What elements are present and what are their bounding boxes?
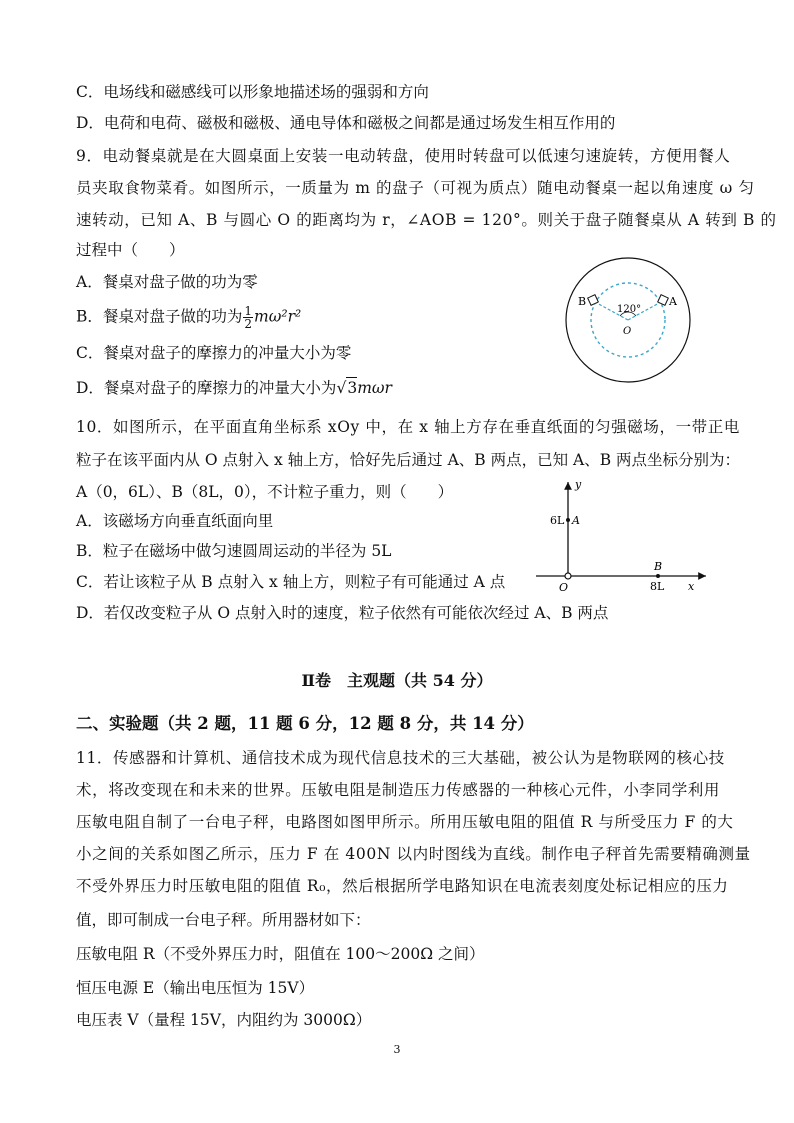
question-9-line3: 速转动，已知 A、B 与圆心 O 的距离均为 r，∠AOB = 120°。则关于盘子随餐桌从 A 转到 B 的	[76, 211, 777, 229]
question-10-option-d: D．若仅改变粒子从 O 点射入时的速度，粒子依然有可能依次经过 A、B 两点	[76, 604, 609, 622]
question-11-line7: 压敏电阻 R（不受外界压力时，阻值在 100～200Ω 之间）	[76, 945, 485, 963]
question-9-line2: 员夹取食物菜肴。如图所示，一质量为 m 的盘子（可视为质点）随电动餐桌一起以角速度 ω 匀	[76, 179, 755, 197]
part-2-title: Ⅱ卷 主观题（共 54 分）	[301, 671, 493, 690]
option-d-prev: D．电荷和电荷、磁极和磁极、通电导体和磁极之间都是通过场发生相互作用的	[76, 114, 616, 132]
option-b-text: B．餐桌对盘子做的功为	[76, 307, 243, 326]
point-a	[566, 518, 570, 522]
question-10-line2: 粒子在该平面内从 O 点射入 x 轴上方，恰好先后通过 A、B 两点，已知 A、B 两点坐标分别为：	[76, 451, 741, 469]
option-d-text: D．餐桌对盘子的摩擦力的冲量大小为	[76, 379, 337, 397]
label-y: y	[575, 478, 582, 491]
question-10-line1: 10．如图所示，在平面直角坐标系 xOy 中，在 x 轴上方存在垂直纸面的匀强磁场，一带正电	[76, 418, 740, 436]
question-11-line4: 小之间的关系如图乙所示，压力 F 在 400N 以内时图线为直线。制作电子秤首先需要精确测量	[76, 845, 751, 863]
question-11-line3: 压敏电阻自制了一台电子秤，电路图如图甲所示。所用压敏电阻的阻值 R 与所受压力 F 的大	[76, 813, 734, 831]
label-a: A	[669, 295, 677, 308]
question-11-line2: 术，将改变现在和未来的世界。压敏电阻是制造压力传感器的一种核心元件，小李同学利用	[76, 781, 721, 799]
question-11-line9: 电压表 V（量程 15V，内阻约为 3000Ω）	[76, 1011, 372, 1029]
option-b-formula: mω²r²	[254, 307, 302, 326]
label-o: O	[623, 326, 632, 337]
question-10-line3: A（0，6L）、B（8L，0），不计粒子重力，则（ ）	[76, 483, 454, 501]
dining-table-figure	[562, 254, 694, 386]
fraction-denominator: 2	[244, 317, 253, 331]
question-10-option-c: C．若让该粒子从 B 点射入 x 轴上方，则粒子有可能通过 A 点	[76, 573, 506, 591]
question-9-option-b	[76, 305, 301, 330]
point-b	[656, 574, 660, 578]
option-c-prev: C．电场线和磁感线可以形象地描述场的强弱和方向	[76, 83, 429, 101]
question-10-option-a: A．该磁场方向垂直纸面向里	[76, 512, 274, 530]
page-number: 3	[393, 1043, 401, 1056]
coordinate-figure	[528, 476, 714, 596]
label-a: A	[572, 514, 580, 527]
plate-at-a	[658, 295, 669, 306]
fraction-numerator: 1	[244, 304, 253, 318]
question-9-option-c: C．餐桌对盘子的摩擦力的冲量大小为零	[76, 344, 352, 362]
question-9-option-a: A．餐桌对盘子做的功为零	[76, 273, 258, 291]
question-9-line1: 9．电动餐桌就是在大圆桌面上安装一电动转盘，使用时转盘可以低速匀速旋转，方便用餐人	[76, 147, 731, 165]
fraction	[243, 305, 253, 330]
label-6l: 6L	[550, 514, 565, 527]
plate-at-b	[588, 295, 599, 306]
label-b: B	[578, 295, 587, 308]
question-11-line5: 不受外界压力时压敏电阻的阻值 R₀，然后根据所学电路知识在电流表刻度处标记相应的压力	[76, 877, 729, 895]
label-angle: 120°	[617, 304, 642, 315]
question-11-line6: 值，即可制成一台电子秤。所用器材如下：	[76, 911, 371, 929]
question-11-line1: 11．传感器和计算机、通信技术成为现代信息技术的三大基础，被公认为是物联网的核心技	[76, 749, 725, 767]
option-d-formula: mωr	[357, 379, 392, 397]
question-9-line4: 过程中（ ）	[76, 241, 185, 259]
label-b: B	[654, 560, 663, 573]
sqrt-radicand: 3	[347, 379, 358, 397]
question-11-line8: 恒压电源 E（输出电压恒为 15V）	[76, 979, 315, 997]
label-o: O	[559, 581, 569, 594]
label-8l: 8L	[650, 580, 665, 593]
question-10-option-b: B．粒子在磁场中做匀速圆周运动的半径为 5L	[76, 542, 392, 560]
origin-point	[565, 573, 571, 579]
question-9-option-d: D．餐桌对盘子的摩擦力的冲量大小为√3mωr	[76, 379, 392, 397]
label-x: x	[688, 580, 695, 593]
section-2-heading: 二、实验题（共 2 题，11 题 6 分，12 题 8 分，共 14 分）	[76, 714, 534, 733]
